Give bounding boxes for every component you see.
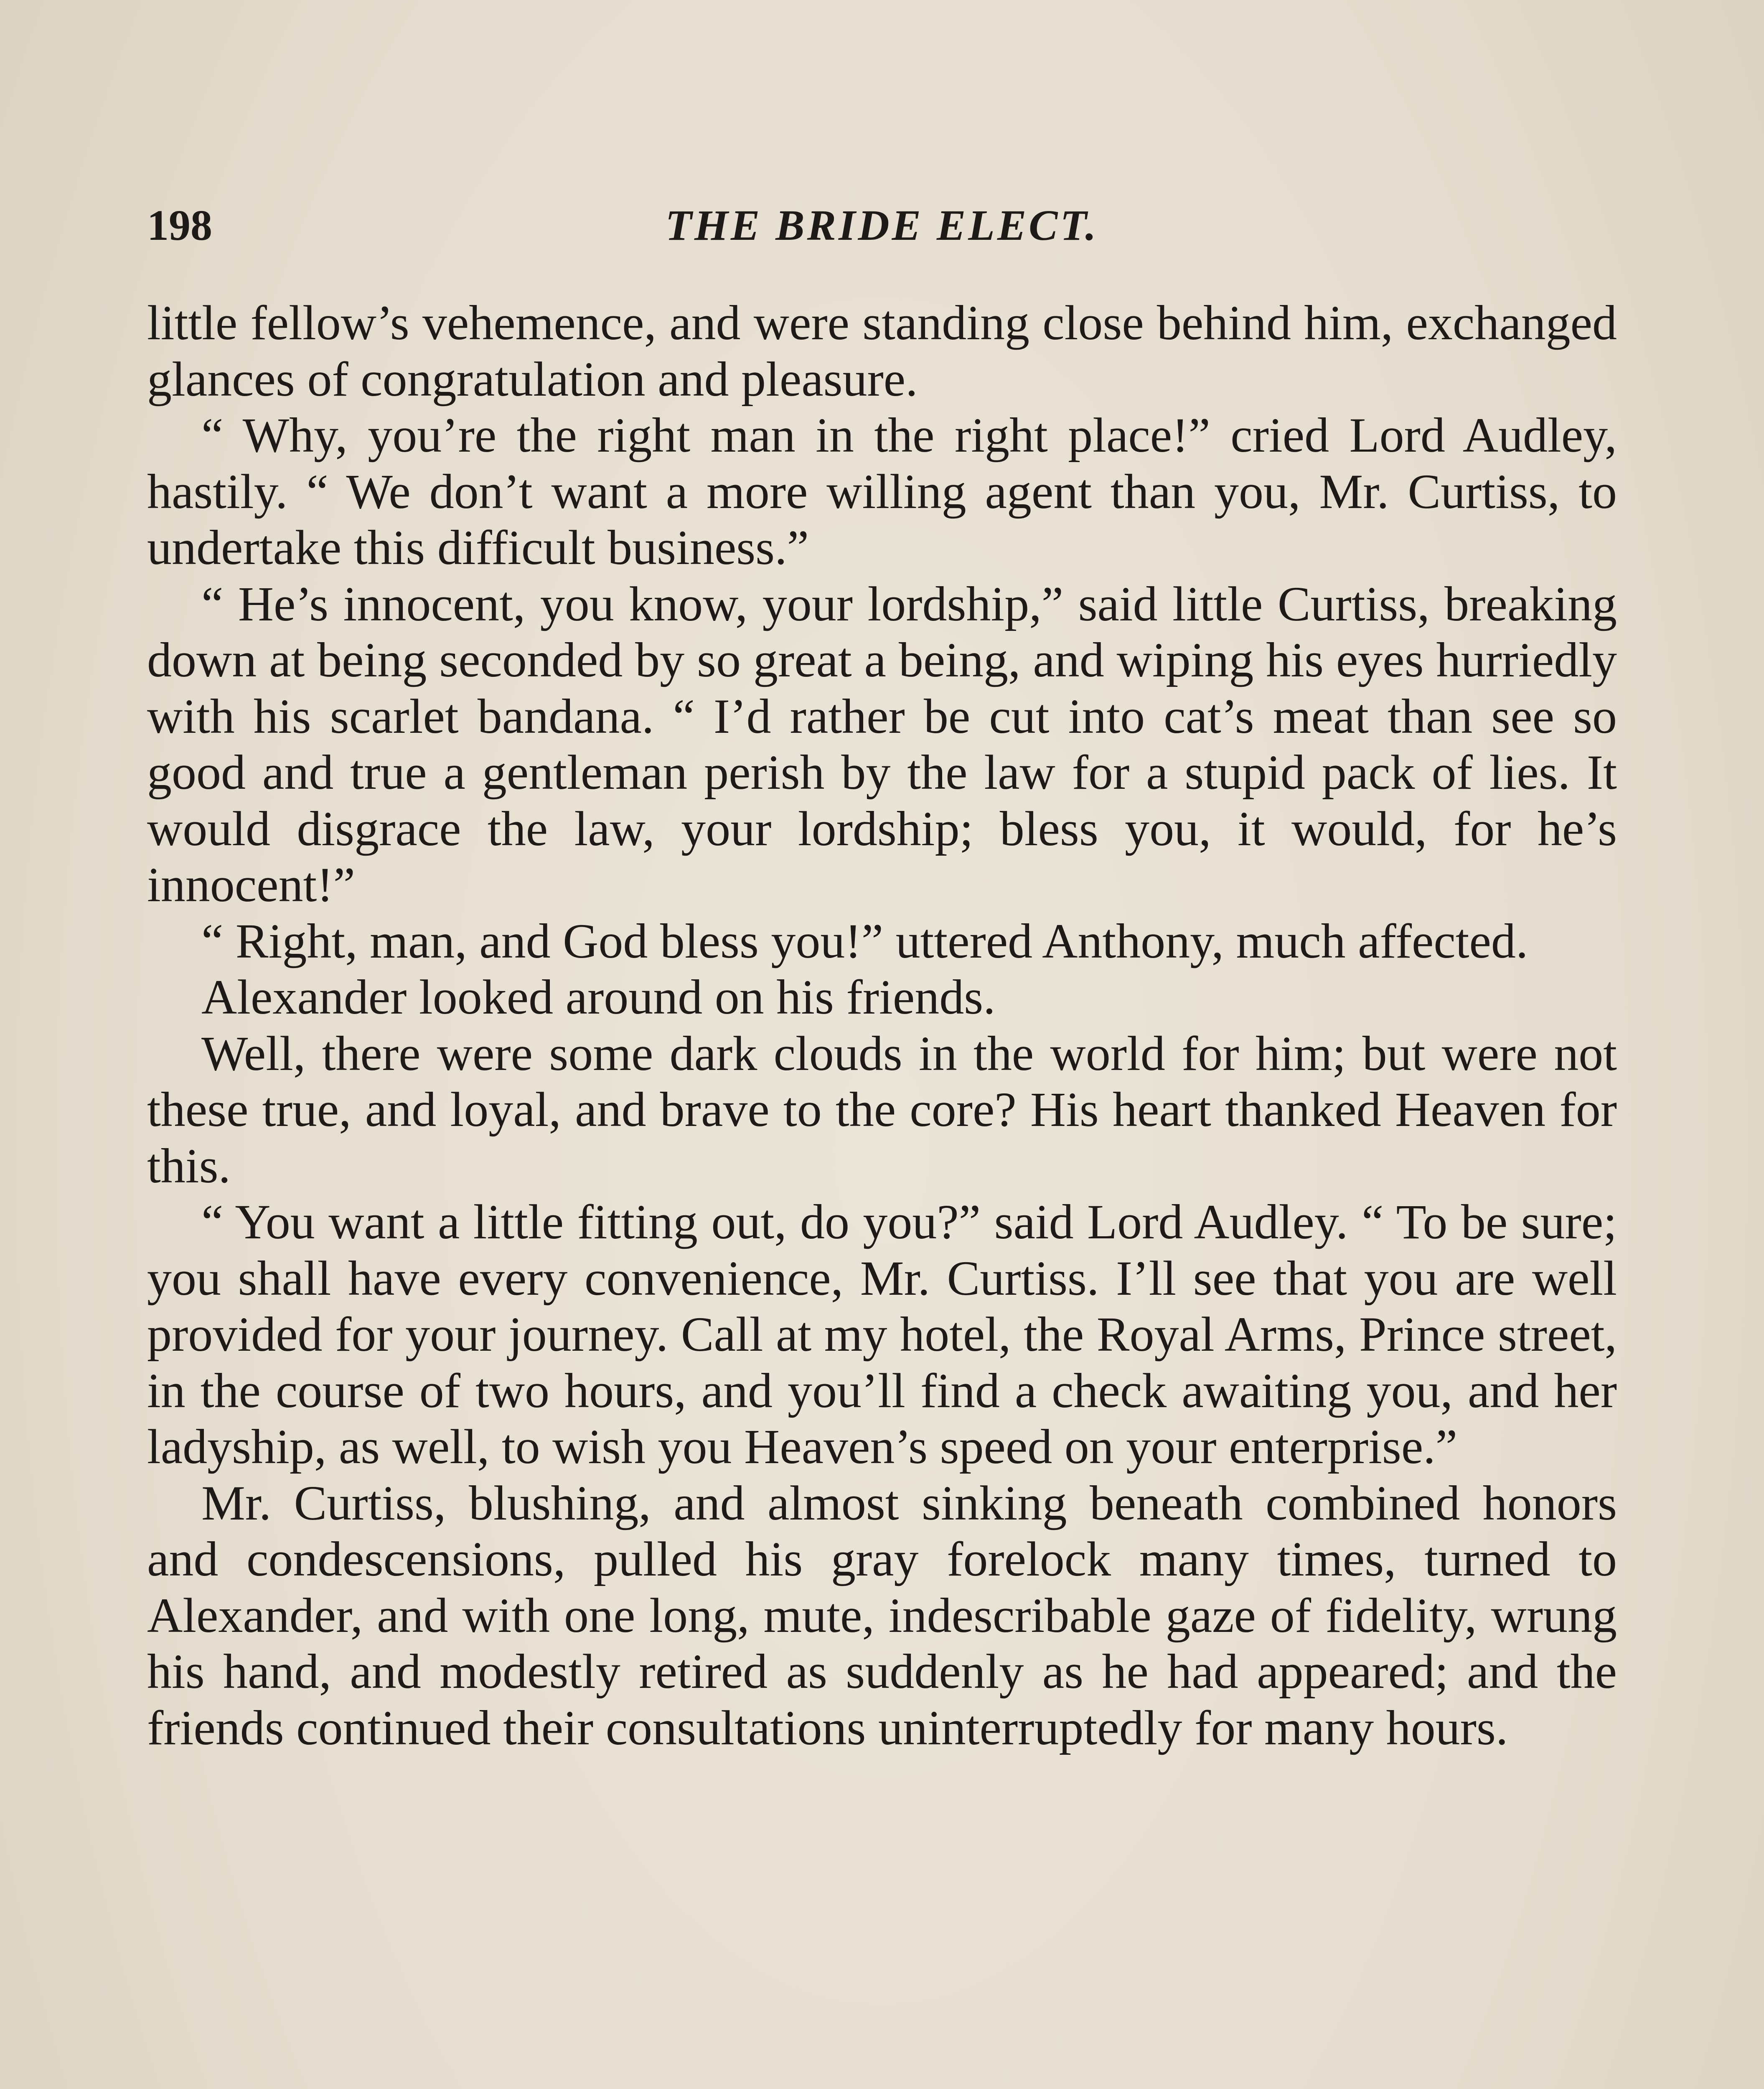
paragraph: “ Right, man, and God bless you!” uttered Anthony, much affected.: [201, 913, 1528, 968]
paragraph: “ You want a little fitting out, do you?” said Lord Audley. “ To be sure; you shall have every convenience, Mr. Curtiss. I’ll see that you are well provided for your journey. Call at my hotel, the Royal Arms, Prince street, in the course of two hours, and you’ll find a check awaiting you, and her ladyship, as well, to wish you Heaven’s speed on your enterprise.”: [147, 1194, 1617, 1474]
paragraph: Alexander looked around on his friends.: [201, 970, 996, 1024]
paragraph: “ Why, you’re the right man in the right place!” cried Lord Audley, hastily. “ We don’t want a more willing agent than you, Mr. Curtiss, to undertake this difficult business.”: [147, 408, 1617, 575]
paragraph: Well, there were some dark clouds in the world for him; but were not these true, and loyal, and brave to the core? His heart thanked Heaven for this.: [147, 1026, 1617, 1193]
running-title: THE BRIDE ELECT.: [665, 201, 1099, 249]
paragraph-continuation: little fellow’s vehemence, and were standing close behind him, exchanged glances of congratulation and pleasure.: [147, 295, 1617, 407]
running-head: [147, 196, 1617, 255]
paragraph: “ He’s innocent, you know, your lordship,” said little Curtiss, breaking down at being seconded by so great a being, and wiping his eyes hurriedly with his scarlet bandana. “ I’d rather be cut into cat’s meat than see so good and true a gentleman perish by the law for a stupid pack of lies. It would disgrace the law, your lordship; bless you, it would, for he’s innocent!”: [147, 576, 1617, 912]
body-text: [147, 295, 1617, 1756]
page-number: 198: [147, 201, 212, 249]
paragraph: Mr. Curtiss, blushing, and almost sinking beneath combined honors and condescensions, pulled his gray forelock many times, turned to Alexander, and with one long, mute, indescribable gaze of fidelity, wrung his hand, and modestly retired as suddenly as he had appeared; and the friends continued their consultations uninterruptedly for many hours.: [147, 1475, 1617, 1755]
